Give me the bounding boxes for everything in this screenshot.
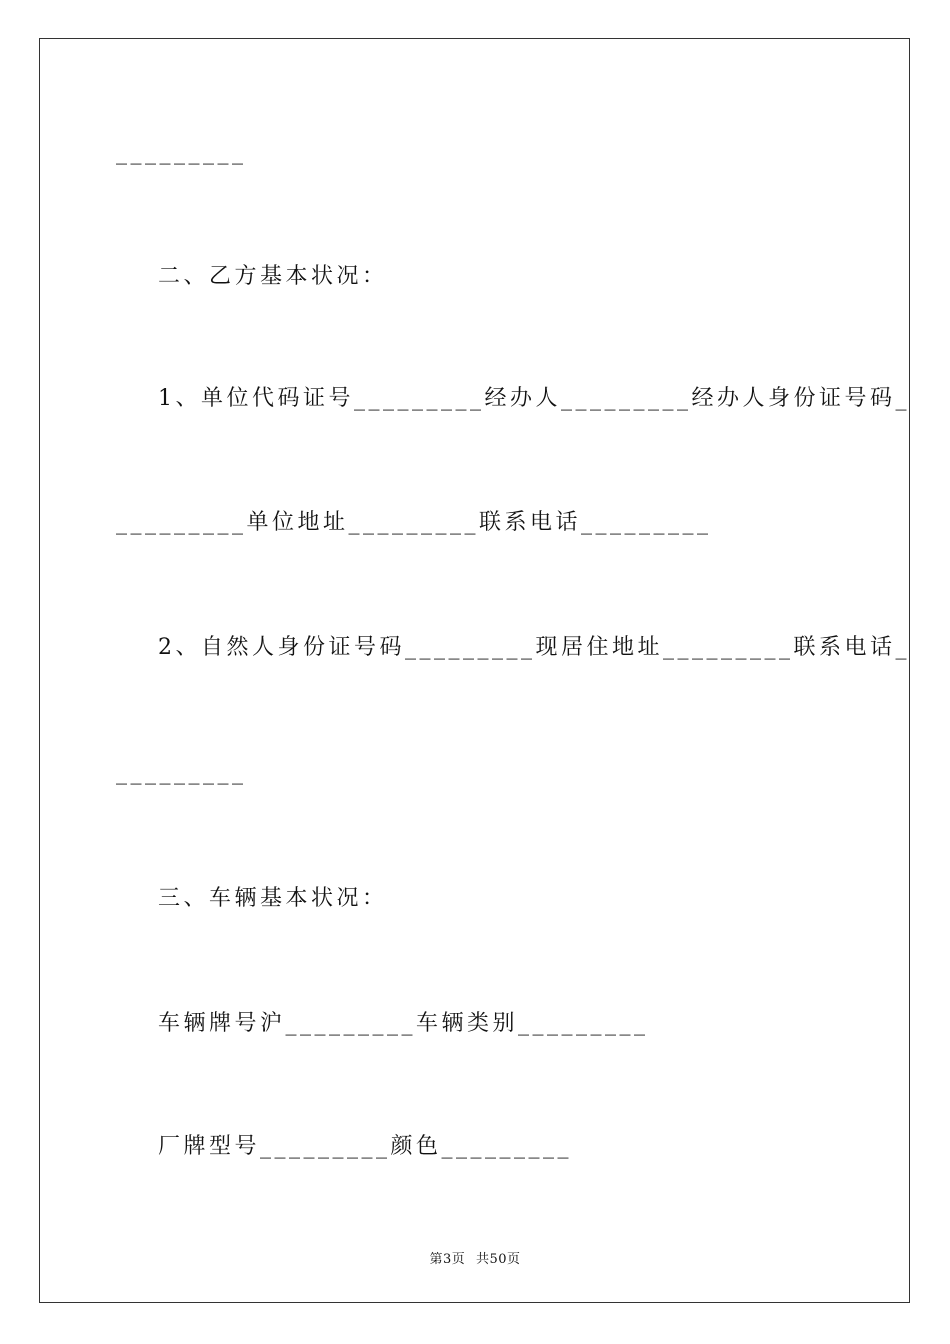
blank-line-2: _________ bbox=[116, 760, 247, 785]
blank-line-1: _________ bbox=[116, 140, 247, 165]
page-border bbox=[39, 38, 910, 1303]
party-b-unit-line-1: 1、单位代码证号_________经办人_________经办人身份证号码_ bbox=[116, 386, 910, 411]
vehicle-plate-line: 车辆牌号沪_________车辆类别_________ bbox=[116, 1011, 649, 1036]
party-b-person-line-1: 2、自然人身份证号码_________现居住地址_________联系电话_ bbox=[116, 635, 910, 660]
total-pages: 共50页 bbox=[475, 1252, 521, 1267]
page-footer bbox=[0, 1248, 950, 1267]
party-b-unit-line-2: _________单位地址_________联系电话_________ bbox=[116, 510, 712, 535]
section-heading-party-b: 二、乙方基本状况： bbox=[116, 264, 388, 289]
vehicle-model-line: 厂牌型号_________颜色_________ bbox=[116, 1134, 572, 1159]
section-heading-vehicle: 三、车辆基本状况： bbox=[116, 886, 388, 911]
page-number: 第3页 bbox=[429, 1252, 466, 1267]
